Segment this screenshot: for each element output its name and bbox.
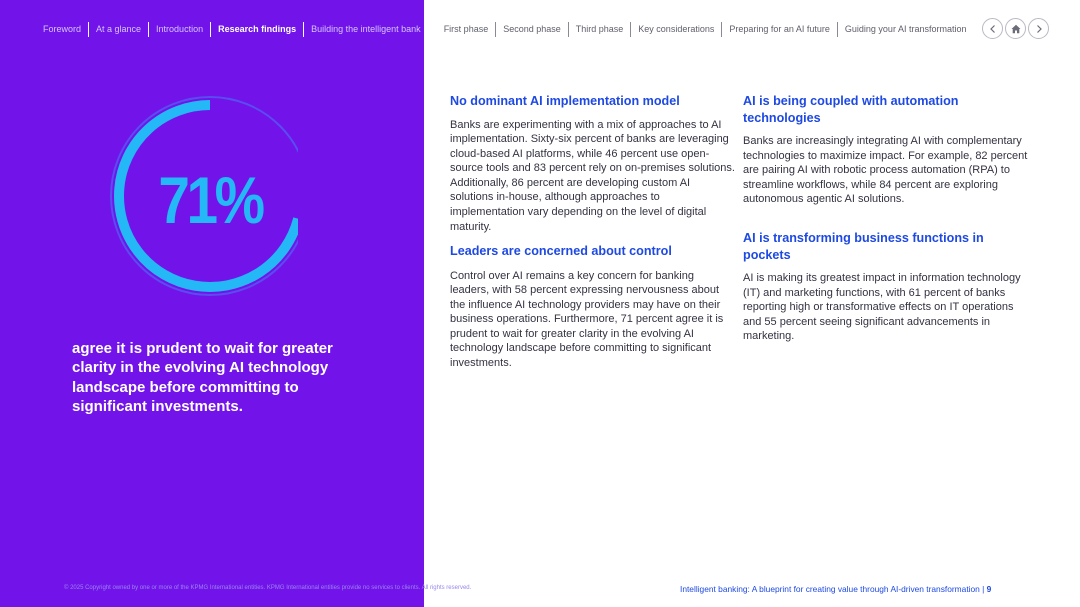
section-control-concerns [450, 243, 736, 371]
section-body: Banks are increasingly integrating AI with complementary technologies to maximize impact. For example, 82 percent are pairing AI with robotic process automation (RPA) to streamline workflows, while 84 percent are exploring autonomous agentic AI solutions. [743, 135, 1028, 206]
chevron-left-icon [988, 24, 998, 34]
copyright-notice: © 2025 Copyright owned by one or more of the KPMG International entities. KPMG International entities provide no services to clients. All rights reserved. [64, 585, 472, 591]
section-heading: No dominant AI implementation model [450, 94, 680, 108]
previous-page-button[interactable] [982, 18, 1003, 39]
section-heading: Leaders are concerned about control [450, 244, 672, 258]
nav-item-guiding-your-ai-transformation[interactable]: Guiding your AI transformation [844, 24, 967, 34]
nav-item-second-phase[interactable]: Second phase [503, 24, 561, 34]
home-icon [1010, 23, 1022, 35]
section-automation [743, 93, 1033, 207]
section-implementation-model [450, 93, 736, 234]
chevron-right-icon [1034, 24, 1044, 34]
section-heading: AI is being coupled with automation technologies [743, 94, 959, 125]
page-navigation-buttons [982, 18, 1049, 39]
nav-item-key-considerations[interactable]: Key considerations [638, 24, 715, 34]
top-navigation [36, 20, 973, 38]
next-page-button[interactable] [1028, 18, 1049, 39]
stat-percentage: 71% [158, 163, 262, 237]
nav-item-preparing-for-an-ai-future[interactable]: Preparing for an AI future [729, 24, 830, 34]
page-number: 9 [986, 584, 992, 594]
nav-item-third-phase[interactable]: Third phase [575, 24, 624, 34]
section-body: Control over AI remains a key concern for banking leaders, with 58 percent expressing nervousness about the influence AI technology providers may have on their business operations. Furthermore, 71 percent agree it is prudent to wait for greater clarity in the evolving AI technology landscape before committing to significant investments. [450, 269, 724, 370]
nav-item-building-the-intelligent-bank[interactable]: Building the intelligent bank [311, 24, 421, 34]
footer-title [680, 584, 991, 594]
section-heading: AI is transforming business functions in pockets [743, 231, 984, 262]
section-body: Banks are experimenting with a mix of approaches to AI implementation. Sixty-six percent of banks are leveraging cloud-based AI platforms, while 46 percent use open-source tools and 83 percent rely on on-premises solutions. Additionally, 86 percent are developing custom AI solutions in-house, although approaches to implementation vary depending on the level of digital maturity. [450, 118, 735, 233]
nav-item-at-a-glance[interactable]: At a glance [96, 24, 142, 34]
nav-item-first-phase[interactable]: First phase [443, 24, 489, 34]
section-business-functions [743, 230, 1033, 344]
section-body: AI is making its greatest impact in information technology (IT) and marketing functions, with 61 percent of banks reporting high or transformative effects on IT operations and 55 percent seeing significant advancements in marketing. [743, 272, 1021, 343]
home-button[interactable] [1005, 18, 1026, 39]
nav-item-research-findings[interactable]: Research findings [218, 24, 297, 34]
footer-document-title: Intelligent banking: A blueprint for creating value through AI-driven transformation [680, 584, 980, 594]
nav-item-foreword[interactable]: Foreword [43, 24, 82, 34]
nav-item-introduction[interactable]: Introduction [156, 24, 204, 34]
footer-separator: | [982, 584, 987, 594]
stat-caption: agree it is prudent to wait for greater clarity in the evolving AI technology landscape before committing to significant investments. [72, 340, 333, 415]
